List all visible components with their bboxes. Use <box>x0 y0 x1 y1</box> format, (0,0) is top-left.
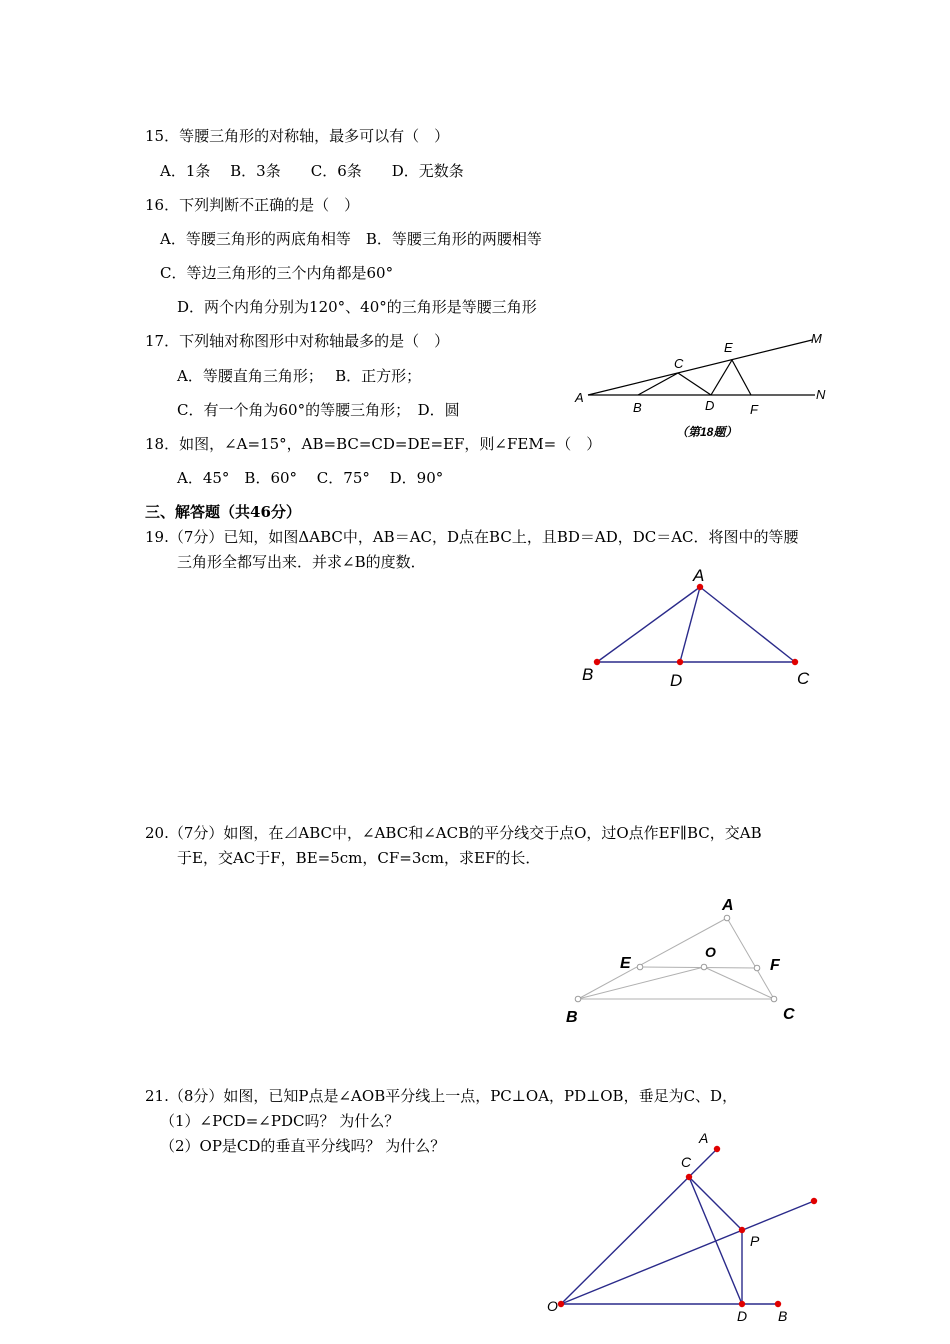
section-heading: 三、解答题（共46分） <box>145 503 301 521</box>
q16-stem: 16．下列判断不正确的是（ ） <box>145 196 360 214</box>
point-c <box>686 1174 692 1180</box>
label-c: C <box>783 1006 795 1023</box>
segment-pc <box>689 1177 742 1230</box>
label-d: D <box>737 1308 748 1324</box>
label-o: O <box>705 944 716 960</box>
label-a: A <box>722 897 734 914</box>
point-d <box>739 1301 745 1307</box>
q21-sub2: （2）OP是CD的垂直平分线吗？ 为什么？ <box>160 1137 446 1155</box>
q15-stem: 15．等腰三角形的对称轴，最多可以有（ ） <box>145 127 450 145</box>
label-d: D <box>670 671 683 690</box>
label-c: C <box>674 356 684 371</box>
q20-line2: 于E，交AC于F，BE=5cm，CF=3cm，求EF的长． <box>177 849 541 867</box>
q17-options-cd: C．有一个角为60°的等腰三角形； D．圆 <box>177 401 460 419</box>
label-b: B <box>566 1009 578 1026</box>
label-b: B <box>633 400 642 415</box>
label-e: E <box>724 340 733 355</box>
q17-stem: 17．下列轴对称图形中对称轴最多的是（ ） <box>145 332 450 350</box>
label-b: B <box>582 665 594 684</box>
q18-stem: 18．如图，∠A=15°，AB=BC=CD=DE=EF，则∠FEM=（ ） <box>145 435 602 453</box>
bisector-op <box>561 1201 814 1304</box>
point-p <box>739 1227 745 1233</box>
label-d: D <box>705 398 715 413</box>
point-o <box>558 1301 564 1307</box>
q16-option-d: D．两个内角分别为120°、40°的三角形是等腰三角形 <box>177 298 537 316</box>
point-bisector-end <box>811 1198 817 1204</box>
q18-options: A．45° B．60° C．75° D．90° <box>177 469 444 487</box>
q16-option-c: C．等边三角形的三个内角都是60° <box>160 264 394 282</box>
q21-sub1: （1）∠PCD=∠PDC吗？ 为什么？ <box>160 1112 400 1130</box>
label-b: B <box>778 1308 788 1324</box>
label-c: C <box>797 669 810 688</box>
q16-options-ab: A．等腰三角形的两底角相等 B．等腰三角形的两腰相等 <box>160 230 542 248</box>
segment-cd <box>689 1177 742 1304</box>
label-a: A <box>575 390 584 405</box>
label-m: M <box>811 331 822 346</box>
label-e: E <box>620 955 631 972</box>
label-c: C <box>681 1154 692 1170</box>
q15-options: A．1条 B．3条 C．6条 D．无数条 <box>160 162 464 180</box>
point-b <box>775 1301 781 1307</box>
label-f: F <box>770 957 780 974</box>
q20-line1: 20.（7分）如图，在⊿ABC中，∠ABC和∠ACB的平分线交于点O，过O点作EF∥BC，交AB <box>145 824 762 842</box>
q17-options-ab: A．等腰直角三角形； B．正方形； <box>177 367 422 385</box>
label-f: F <box>750 402 758 417</box>
label-o: O <box>547 1298 558 1314</box>
q21-line1: 21.（8分）如图，已知P点是∠AOB平分线上一点，PC⊥OA，PD⊥OB，垂足为C、D， <box>145 1087 738 1105</box>
label-p: P <box>750 1233 760 1249</box>
point-a <box>714 1146 720 1152</box>
label-a: A <box>699 1130 709 1146</box>
q19-line1: 19.（7分）已知，如图ΔABC中，AB＝AC，D点在BC上，且BD＝AD，DC＝AC．将图中的等腰 <box>145 528 799 546</box>
label-n: N <box>816 387 826 402</box>
q19-line2: 三角形全都写出来．并求∠B的度数． <box>177 553 426 571</box>
ray-oa <box>561 1149 717 1304</box>
label-a: A <box>693 566 705 585</box>
q18-caption: （第18题） <box>676 425 738 439</box>
